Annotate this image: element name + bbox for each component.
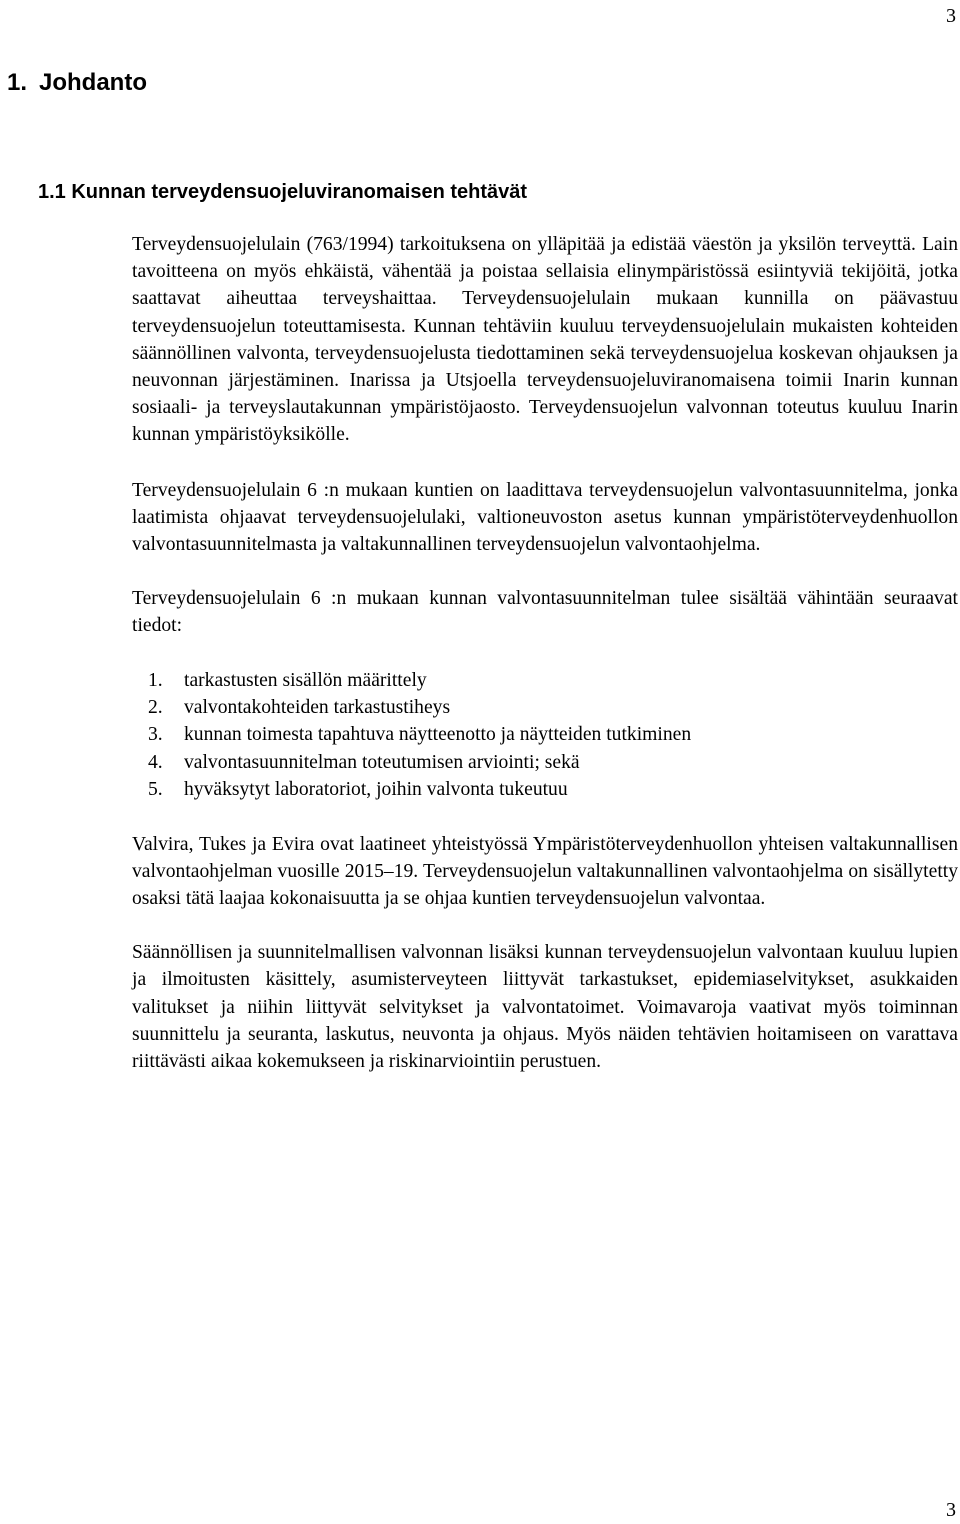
list-item-number: 5. [148, 779, 163, 801]
paragraph-intro: Terveydensuojelulain (763/1994) tarkoituksena on ylläpitää ja edistää väestön ja yksilön terveyttä. Lain tavoitteena on myös ehkäistä, vähentää ja poistaa sellaisia elinympäristössä esiintyviä tekijöitä, jotka saattavat aiheuttaa terveyshaittaa. Terveydensuojelulain mukaan kunnilla on päävastuu terveydensuojelun toteuttamisesta. Kunnan tehtäviin kuuluu terveydensuojelulain mukaisten kohteiden säännöllinen valvonta, terveydensuojelusta tiedottaminen sekä terveydensuojelua koskevan ohjauksen ja neuvonnan järjestäminen. Inarissa ja Utsjoella terveydensuojeluviranomaisena toimii Inarin kunnan sosiaali- ja terveyslautakunnan ympäristöjaosto. Terveydensuojelun valvonnan toteutus kuuluu Inarin kunnan ympäristöyksikölle. [132, 234, 958, 446]
paragraph-plan-requirement: Terveydensuojelulain 6 :n mukaan kuntien on laadittava terveydensuojelun valvontasuunnitelma, jonka laatimista ohjaavat terveydensuojelulaki, valtioneuvoston asetus kunnan ympäristöterveydenhuollon valvontasuunnitelmasta ja valtakunnallinen terveydensuojelun valvontaohjelma. [132, 479, 958, 556]
section-heading: 1.1 Kunnan terveydensuojeluviranomaisen tehtävät [38, 181, 528, 203]
paragraph-national-program: Valvira, Tukes ja Evira ovat laatineet yhteistyössä Ympäristöterveydenhuollon yhteisen valtakunnallisen valvontaohjelman vuosille 2015–19. Terveydensuojelun valtakunnallinen valvontaohjelma on sisällytetty osaksi tätä laajaa kokonaisuutta ja se ohjaa kuntien terveydensuojelun valvontaa. [132, 833, 958, 910]
body-content [132, 231, 958, 1075]
list-item-text: hyväksytyt laboratoriot, joihin valvonta tukeutuu [184, 779, 568, 801]
paragraph-other-tasks: Säännöllisen ja suunnitelmallisen valvonnan lisäksi kunnan terveydensuojelun valvontaan kuuluu lupien ja ilmoitusten käsittely, asumisterveyteen liittyvät tarkastukset, epidemiaselvitykset, asukkaiden valitukset ja niihin liittyvät selvitykset ja valvontatoimet. Voimavaroja vaativat myös toiminnan suunnittelu ja seuranta, laskutus, neuvonta ja ohjaus. Myös näiden tehtävien hoitamiseen on varattava riittävästi aikaa kokemukseen ja riskinarviointiin perustuen. [132, 942, 958, 1073]
chapter-number: 1. [7, 69, 28, 96]
chapter-heading [7, 68, 147, 98]
list-item-text: valvontakohteiden tarkastustiheys [184, 697, 451, 719]
page-number-bottom: 3 [946, 1499, 956, 1521]
list-item-number: 2. [148, 697, 163, 719]
paragraph-plan-contents: Terveydensuojelulain 6 :n mukaan kunnan valvontasuunnitelman tulee sisältää vähintään seuraavat tiedot: [132, 588, 958, 637]
list-item-number: 4. [148, 751, 163, 773]
chapter-title: Johdanto [39, 69, 147, 96]
list-item-text: tarkastusten sisällön määrittely [184, 669, 427, 691]
list-item-number: 1. [148, 669, 163, 691]
list-item-text: kunnan toimesta tapahtuva näytteenotto ja näytteiden tutkiminen [184, 724, 692, 746]
list-item [132, 749, 958, 776]
list-item [132, 667, 958, 694]
list-item-text: valvontasuunnitelman toteutumisen arviointi; sekä [184, 751, 580, 773]
list-item [132, 721, 958, 748]
plan-contents-list [132, 667, 958, 804]
list-item [132, 694, 958, 721]
list-item [132, 776, 958, 803]
page-number-top: 3 [946, 5, 956, 27]
list-item-number: 3. [148, 724, 163, 746]
